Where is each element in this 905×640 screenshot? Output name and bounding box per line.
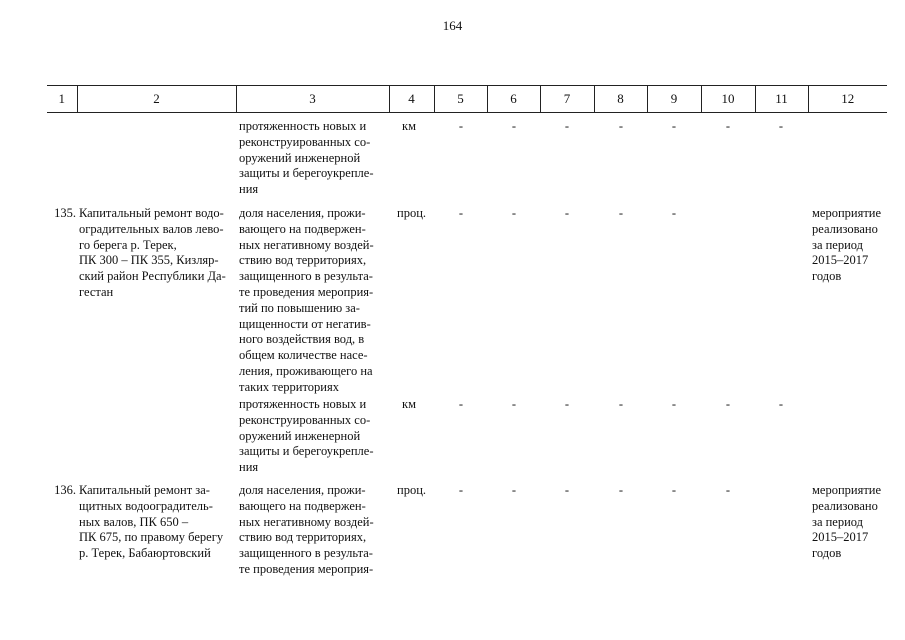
indicator-line: доля населения, прожи- [239,206,366,220]
indicator-line: вающего на подвержен- [239,221,366,236]
row-number: 135. [54,206,76,220]
page-number: 164 [442,18,463,33]
value-cell: - [458,119,464,133]
name-line: ПК 300 – ПК 355, Кизляр- [79,253,219,268]
unit-cell: проц. [397,483,427,497]
value-cell: - [511,397,517,411]
name-line: ПК 675, по правому берегу [79,530,224,545]
indicator-line: ния [239,182,259,197]
indicator-line: оружений инженерной [239,150,361,165]
indicator-line: протяженность новых и [239,119,367,133]
name-line: гестан [79,284,114,299]
value-cell: - [458,206,464,220]
indicator-line: защиты и берегоукрепле- [239,444,374,459]
value-cell: - [618,483,624,497]
note-line: годов [812,546,842,561]
note-line: за период [812,237,864,252]
value-cell: - [564,206,570,220]
column-header: 2 [77,86,236,113]
indicator-cell [239,397,387,476]
column-header: 4 [389,86,434,113]
value-cell: - [725,483,731,497]
indicator-line: таких территориях [239,379,339,394]
indicator-line: ных негативному воздей- [239,237,374,252]
value-cell: - [725,119,731,133]
indicator-line: оружений инженерной [239,428,361,443]
indicator-line: те проведения мероприя- [239,284,374,299]
unit-cell: км [402,119,416,133]
value-cell: - [564,119,570,133]
name-line: Капитальный ремонт водо- [79,206,224,220]
value-cell: - [618,397,624,411]
indicator-line: ния [239,460,259,475]
name-cell [79,483,230,562]
indicator-line: защищенного в результа- [239,546,373,561]
indicator-line: доля населения, прожи- [239,483,366,497]
value-cell: - [458,483,464,497]
value-cell: - [778,397,784,411]
indicator-line: общем количестве насе- [239,348,368,363]
value-cell: - [458,397,464,411]
column-header: 1 [47,86,77,113]
note-line: 2015–2017 [812,530,869,545]
note-line: мероприятие [812,483,882,497]
indicator-cell [239,206,387,396]
indicator-line: защищенного в результа- [239,269,373,284]
name-line: щитных водооградитель- [79,498,213,513]
note-line: за период [812,514,864,529]
indicator-line: протяженность новых и [239,397,367,411]
note-line: 2015–2017 [812,253,869,268]
value-cell: - [618,206,624,220]
value-cell: - [564,483,570,497]
value-cell: - [671,119,677,133]
unit-cell: км [402,397,416,411]
name-line: го берега р. Терек, [79,237,177,252]
value-cell: - [671,397,677,411]
note-cell [812,206,892,285]
value-cell: - [671,206,677,220]
value-cell: - [671,483,677,497]
value-cell: - [511,483,517,497]
note-line: годов [812,269,842,284]
column-header: 10 [701,86,755,113]
name-line: оградительных валов лево- [79,221,224,236]
column-header: 3 [236,86,389,113]
indicator-line: щищенности от негатив- [239,316,371,331]
indicator-line: вающего на подвержен- [239,498,366,513]
indicator-cell [239,483,387,578]
column-header: 11 [755,86,808,113]
column-header: 6 [487,86,540,113]
name-line: ных валов, ПК 650 – [79,514,189,529]
indicator-line: реконструированных со- [239,412,371,427]
note-cell [812,483,892,562]
indicator-line: ствию вод территориях, [239,253,367,268]
indicator-line: тий по повышению за- [239,300,360,315]
note-line: мероприятие [812,206,882,220]
row-number: 136. [54,483,76,497]
name-line: р. Терек, Бабаюртовский [79,546,211,561]
value-cell: - [564,397,570,411]
note-line: реализовано [812,498,878,513]
column-header: 8 [594,86,647,113]
value-cell: - [511,119,517,133]
column-header: 5 [434,86,487,113]
indicator-line: ного воздействия вод, в [239,332,365,347]
indicator-cell [239,119,387,198]
indicator-line: ствию вод территориях, [239,530,367,545]
column-header-row [47,85,887,113]
column-header: 12 [808,86,887,113]
value-cell: - [725,397,731,411]
name-line: Капитальный ремонт за- [79,483,210,497]
indicator-line: реконструированных со- [239,134,371,149]
indicator-line: ления, проживающего на [239,363,373,378]
value-cell: - [618,119,624,133]
column-header: 7 [540,86,594,113]
indicator-line: ных негативному воздей- [239,514,374,529]
indicator-line: те проведения мероприя- [239,561,374,576]
value-cell: - [778,119,784,133]
column-header: 9 [647,86,701,113]
unit-cell: проц. [397,206,427,220]
note-line: реализовано [812,221,878,236]
name-line: ский район Республики Да- [79,269,226,284]
value-cell: - [511,206,517,220]
indicator-line: защиты и берегоукрепле- [239,166,374,181]
name-cell [79,206,230,301]
